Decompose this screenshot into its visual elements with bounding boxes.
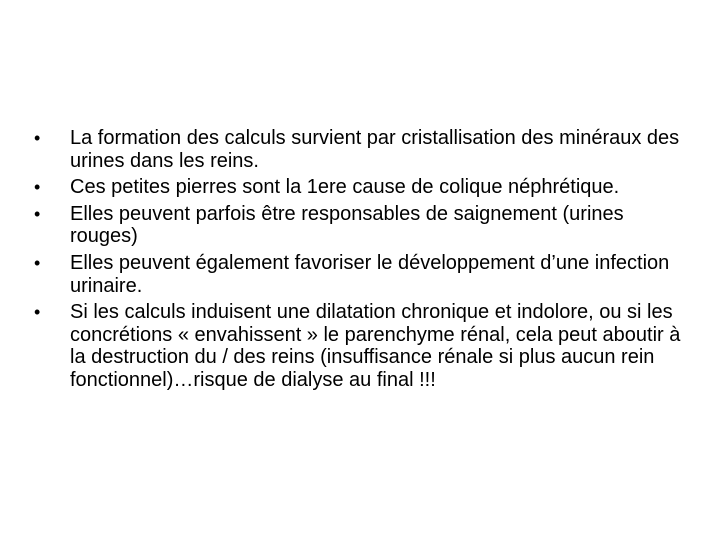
bullet-dot-icon: • [34, 177, 41, 198]
bullet-text: Si les calculs induisent une dilatation chronique et indolore, ou si les concrétions « envahissent » le parenchyme rénal, cela peut aboutir à la destruction du / des reins (insuffisance rénale si plus aucun rein fonctionnel)…risque de dialyse au final !!! [70, 301, 681, 391]
bullet-dot-icon: • [34, 203, 41, 224]
bullet-text: Elles peuvent parfois être responsables de saignement (urines rouges) [70, 202, 624, 248]
bullet-item-colique [34, 176, 684, 199]
bullet-dot-icon: • [34, 252, 41, 273]
bullet-item-infection [34, 252, 684, 297]
bullet-text: La formation des calculs survient par cristallisation des minéraux des urines dans les reins. [70, 127, 680, 172]
bullet-item-saignement [34, 203, 684, 248]
bullet-item-insuffisance [34, 301, 684, 391]
bullet-dot-icon: • [34, 128, 41, 148]
bullet-dot-icon: • [34, 302, 41, 323]
bullet-item-formation [34, 127, 684, 172]
bullet-text: Ces petites pierres sont la 1ere cause de colique néphrétique. [70, 176, 620, 199]
bullet-list [34, 127, 684, 396]
bullet-text: Elles peuvent également favoriser le développement d’une infection urinaire. [70, 251, 670, 297]
